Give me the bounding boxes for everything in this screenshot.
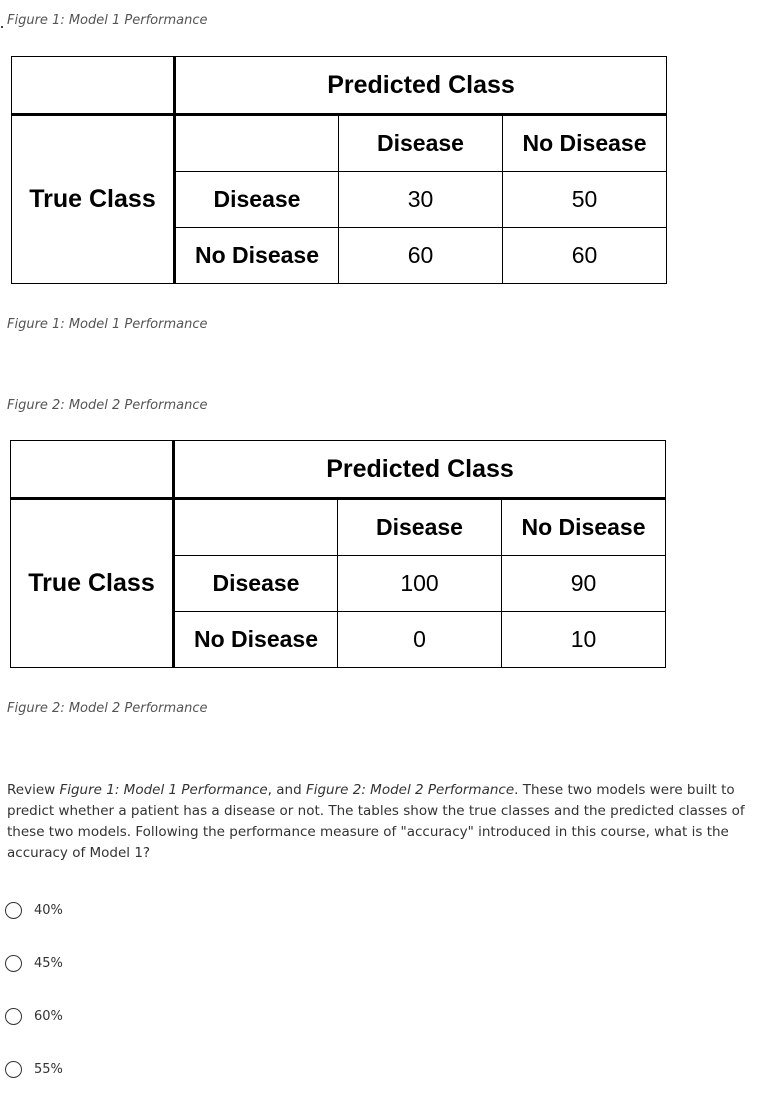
figure2-caption: Figure 2: Model 2 Performance [7, 398, 208, 413]
cell-no-disease-no-disease: 10 [502, 612, 666, 668]
row-header-no-disease: No Disease [175, 228, 339, 284]
true-class-header: True Class [11, 499, 174, 668]
radio-button[interactable] [5, 1061, 22, 1078]
question-suffix: . These two models were built to predict whether a patient has a disease or not. The tables show the true classes and the predicted classes of these two models. Following the performance measure of "accuracy" introduced in this course, what is the accuracy of Model 1? [7, 782, 745, 861]
predicted-class-header: Predicted Class [175, 57, 667, 115]
figure1-caption: Figure 1: Model 1 Performance [7, 13, 208, 28]
row-header-no-disease: No Disease [174, 612, 338, 668]
row-header-disease: Disease [175, 172, 339, 228]
column-header-no-disease: No Disease [502, 499, 666, 556]
cell-disease-no-disease: 90 [502, 556, 666, 612]
answer-option-label: 55% [34, 1062, 63, 1077]
stray-mark [1, 26, 3, 28]
question-middle: , and [267, 782, 306, 798]
question-text [7, 780, 769, 864]
answer-option-1[interactable] [5, 902, 63, 919]
question-prefix: Review [7, 782, 60, 798]
cell-disease-disease: 100 [338, 556, 502, 612]
column-header-disease: Disease [339, 115, 503, 172]
radio-button[interactable] [5, 1008, 22, 1025]
answer-option-2[interactable] [5, 955, 63, 972]
true-class-header: True Class [12, 115, 175, 284]
radio-button[interactable] [5, 902, 22, 919]
answer-option-label: 60% [34, 1009, 63, 1024]
empty-subheader-cell [175, 115, 339, 172]
figure2-confusion-matrix [10, 440, 666, 668]
question-figure1-reference: Figure 1: Model 1 Performance [59, 782, 268, 798]
radio-button[interactable] [5, 955, 22, 972]
corner-cell [11, 441, 174, 499]
answer-option-3[interactable] [5, 1008, 63, 1025]
column-header-no-disease: No Disease [503, 115, 667, 172]
column-header-disease: Disease [338, 499, 502, 556]
answer-option-label: 40% [34, 903, 63, 918]
figure1-caption-below: Figure 1: Model 1 Performance [7, 317, 208, 332]
corner-cell [12, 57, 175, 115]
cell-disease-disease: 30 [339, 172, 503, 228]
figure1-confusion-matrix [11, 56, 667, 284]
answer-option-label: 45% [34, 956, 63, 971]
empty-subheader-cell [174, 499, 338, 556]
answer-option-4[interactable] [5, 1061, 63, 1078]
row-header-disease: Disease [174, 556, 338, 612]
cell-no-disease-no-disease: 60 [503, 228, 667, 284]
predicted-class-header: Predicted Class [174, 441, 666, 499]
cell-no-disease-disease: 60 [339, 228, 503, 284]
question-figure2-reference: Figure 2: Model 2 Performance [305, 782, 515, 798]
cell-disease-no-disease: 50 [503, 172, 667, 228]
figure2-caption-below: Figure 2: Model 2 Performance [7, 701, 208, 716]
cell-no-disease-disease: 0 [338, 612, 502, 668]
